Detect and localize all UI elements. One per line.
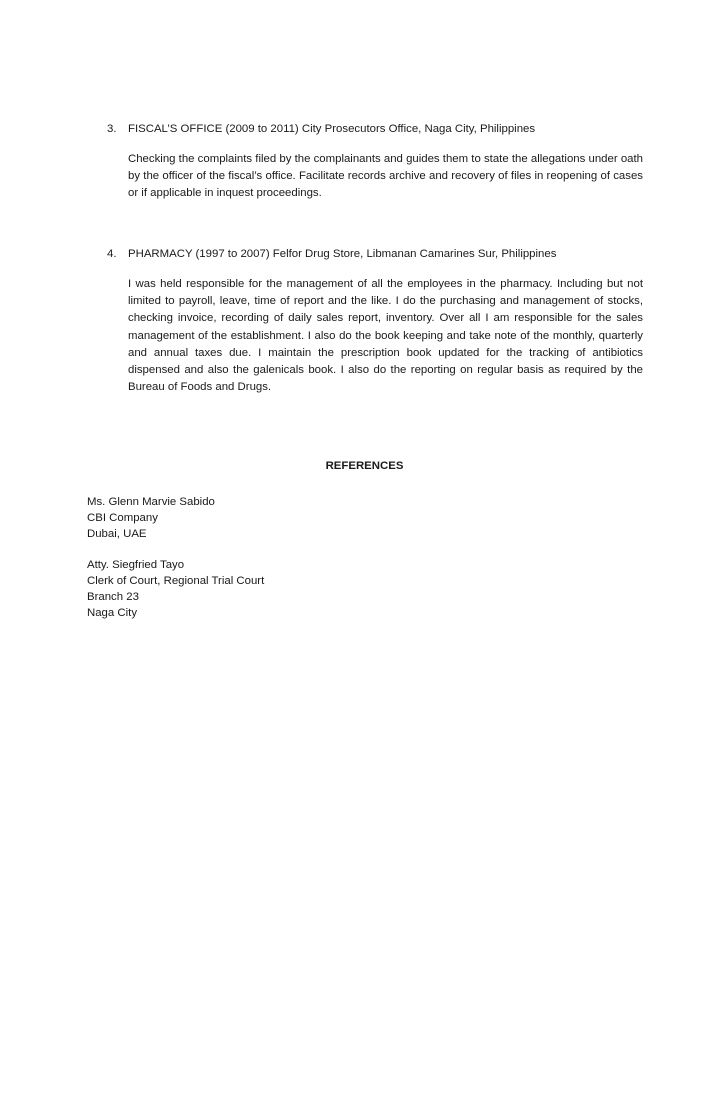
entry-description: I was held responsible for the management of all the employees in the pharmacy. Including but not limited to payroll, leave, time of report and the like. I do the purchasing and management of stocks, checking invoice, recording of daily sales report, inventory. Over all I am responsible for the sales management of the establishment. I also do the book keeping and take note of the monthly, quarterly and annual taxes due. I maintain the prescription book updated for the tracking of antibiotics dispensed and also the galenicals book. I also do the reporting on regular basis as required by the Bureau of Foods and Drugs. bbox=[128, 278, 643, 394]
reference-line: Atty. Siegfried Tayo bbox=[87, 559, 185, 571]
reference-line: Branch 23 bbox=[87, 591, 139, 603]
entry-heading: FISCAL’S OFFICE (2009 to 2011) City Prosecutors Office, Naga City, Philippines bbox=[128, 123, 536, 135]
entry-number: 3. bbox=[107, 123, 117, 135]
entry-description: Checking the complaints filed by the complainants and guides them to state the allegations under oath by the officer of the fiscal’s office. Facilitate records archive and recovery of files in reopening of cases or if applicable in inquest proceedings. bbox=[128, 153, 643, 200]
reference-line: CBI Company bbox=[87, 512, 158, 524]
reference-line: Ms. Glenn Marvie Sabido bbox=[87, 496, 215, 508]
references-heading bbox=[0, 458, 728, 475]
entry-heading: PHARMACY (1997 to 2007) Felfor Drug Store, Libmanan Camarines Sur, Philippines bbox=[128, 248, 557, 260]
references-heading-text: REFERENCES bbox=[325, 460, 404, 472]
entry-number: 4. bbox=[107, 248, 117, 260]
reference-line: Dubai, UAE bbox=[87, 528, 147, 540]
reference-line: Clerk of Court, Regional Trial Court bbox=[87, 575, 265, 587]
reference-line: Naga City bbox=[87, 607, 138, 619]
